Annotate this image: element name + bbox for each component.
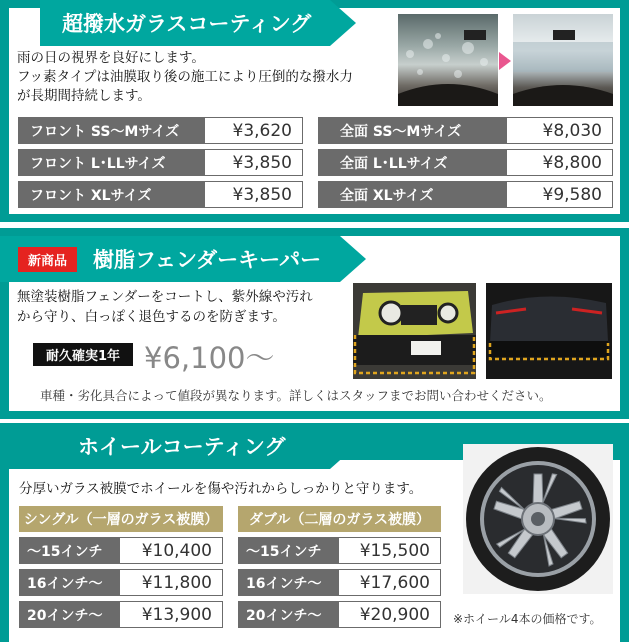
desc-line: 無塗装樹脂フェンダーをコートし、紫外線や汚れ [17, 289, 313, 305]
price-row-value: ¥8,800 [506, 149, 613, 176]
price-row-label: フロント XLサイズ [18, 181, 204, 208]
wheel-price-value: ¥11,800 [119, 569, 223, 596]
suv-front-fender-image [353, 283, 476, 379]
fender-price: ¥6,100〜 [144, 341, 275, 375]
wheel-price-value: ¥15,500 [338, 537, 441, 564]
price-row-value: ¥3,850 [204, 181, 303, 208]
wheel-price-row [238, 537, 441, 564]
price-row-label: 全面 SS〜Mサイズ [318, 117, 506, 144]
desc-line: が長期間持続します。 [17, 88, 151, 104]
price-row [318, 149, 613, 176]
duration-badge: 耐久確実1年 [33, 343, 133, 366]
double-layer-label: ダブル（二層のガラス被膜） [238, 506, 441, 532]
arrow-right-icon [499, 52, 511, 70]
desc-line: から守り、白っぽく退色するのを防ぎます。 [17, 309, 286, 325]
price-row-label: 全面 L･LLサイズ [318, 149, 506, 176]
wheel-price-row [19, 601, 223, 628]
wheel-price-row [19, 537, 223, 564]
fender-keeper-note: 車種・劣化具合によって値段が異なります。詳しくはスタッフまでお問い合わせください。 [40, 388, 552, 403]
wheel-price-row [238, 569, 441, 596]
single-layer-label: シングル（一層のガラス被膜） [19, 506, 223, 532]
wheel-image [463, 444, 613, 594]
new-product-badge: 新商品 [18, 247, 77, 272]
price-row-value: ¥8,030 [506, 117, 613, 144]
wheel-coating-description: 分厚いガラス被膜でホイールを傷や汚れからしっかりと守ります。 [19, 481, 423, 497]
wheel-size-label: 20インチ〜 [19, 601, 119, 628]
wheel-price-row [19, 569, 223, 596]
price-row-value: ¥3,850 [204, 149, 303, 176]
suv-rear-fender-image [486, 283, 612, 379]
desc-line: フッ素タイプは油膜取り後の施工により圧倒的な撥水力 [17, 69, 353, 85]
wheel-size-label: 〜15インチ [238, 537, 338, 564]
glass-coating-title: 超撥水ガラスコーティング [62, 12, 312, 36]
wheel-price-value: ¥20,900 [338, 601, 441, 628]
price-row-label: フロント L･LLサイズ [18, 149, 204, 176]
wheel-size-label: 16インチ〜 [19, 569, 119, 596]
wheel-coating-note: ※ホイール4本の価格です。 [453, 612, 602, 626]
wheel-price-row [238, 601, 441, 628]
glass-coating-header [40, 0, 330, 46]
price-row-value: ¥9,580 [506, 181, 613, 208]
price-row [18, 117, 303, 144]
wheel-size-label: 20インチ〜 [238, 601, 338, 628]
windshield-before-image [398, 14, 498, 106]
price-row-label: 全面 XLサイズ [318, 181, 506, 208]
wheel-size-label: 16インチ〜 [238, 569, 338, 596]
wheel-price-value: ¥17,600 [338, 569, 441, 596]
desc-line: 雨の日の視界を良好にします。 [17, 50, 205, 66]
fender-keeper-description [17, 287, 313, 327]
wheel-size-label: 〜15インチ [19, 537, 119, 564]
price-row [18, 181, 303, 208]
wheel-coating-title: ホイールコーティング [78, 435, 286, 459]
price-row [318, 181, 613, 208]
price-row [18, 149, 303, 176]
windshield-after-image [513, 14, 613, 106]
wheel-price-value: ¥10,400 [119, 537, 223, 564]
price-row-label: フロント SS〜Mサイズ [18, 117, 204, 144]
price-row-value: ¥3,620 [204, 117, 303, 144]
wheel-price-value: ¥13,900 [119, 601, 223, 628]
fender-keeper-header [0, 236, 340, 282]
glass-coating-description [17, 49, 353, 106]
price-row [318, 117, 613, 144]
fender-keeper-title: 樹脂フェンダーキーパー [93, 248, 322, 272]
wheel-coating-header [0, 423, 330, 469]
